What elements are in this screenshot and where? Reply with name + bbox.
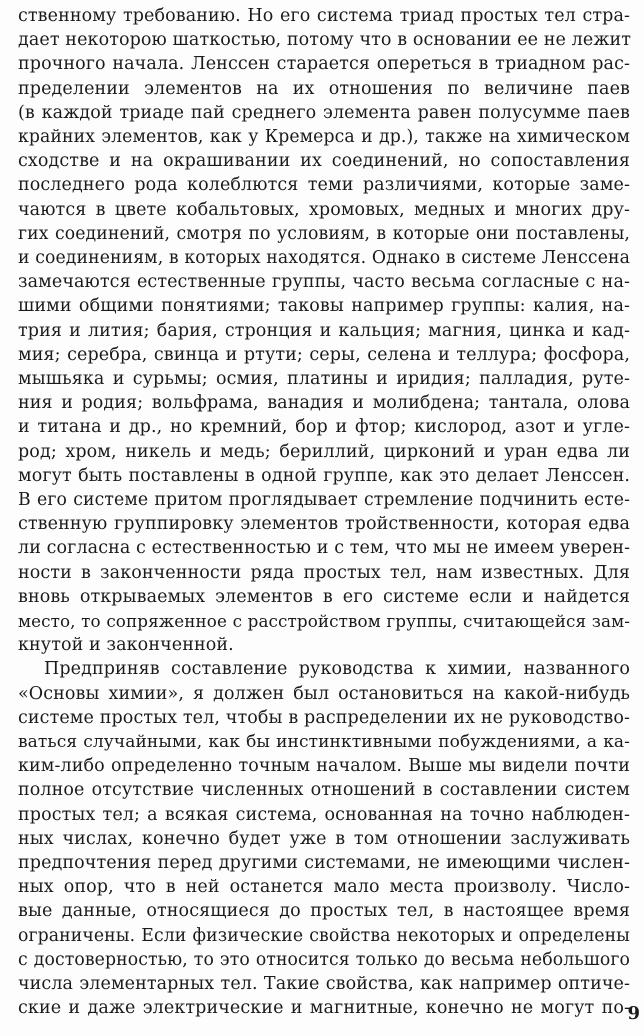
text-line: замечаются естественные группы, часто весьма согласные с на-	[18, 272, 630, 293]
text-line: сходстве и на окрашивании их соединений, но сопоставления	[18, 151, 630, 172]
text-line: кнутой и законченной.	[18, 635, 234, 656]
text-line: трия и лития; бария, стронция и кальция; магния, цинка и кад-	[18, 320, 630, 341]
text-line: ственную группировку элементов тройственности, которая едва	[18, 514, 630, 535]
text-line: дает некоторою шаткостью, потому что в основании ее не лежит	[18, 30, 632, 51]
text-line: и соединениям, в которых находятся. Однако в системе Ленссена	[18, 248, 630, 268]
text-line: Предприняв составление руководства к химии, названного	[44, 659, 630, 680]
text-line: род; хром, никель и медь; бериллий, цирконий и уран едва ли	[18, 441, 630, 462]
text-line: ственному требованию. Но его система триад простых тел стра-	[18, 6, 630, 26]
text-line: прочного начала. Ленссен старается опереться в триадном рас-	[18, 54, 630, 75]
text-line: шими общими понятиями; таковы например группы: калия, на-	[18, 296, 630, 317]
text-line: последнего рода колеблются теми различиями, которые заме-	[18, 175, 630, 196]
text-line: ния и родия; вольфрама, ванадия и молибдена; тантала, олова	[18, 393, 630, 414]
text-line: ных числах, конечно будет уже в том отношении заслуживать	[18, 828, 630, 849]
text-line: мышьяка и сурьмы; осмия, платины и иридия; палладия, руте-	[18, 369, 630, 389]
page-number: 9	[627, 1003, 640, 1024]
text-line: ские и даже электрические и магнитные, конечно не могут по-	[18, 998, 630, 1019]
text-line: с достоверностью, то это относится только до весьма небольшого	[18, 949, 630, 970]
text-line: ограничены. Если физические свойства некоторых и определены	[18, 925, 630, 946]
text-line: полное отсутствие численных отношений в составлении систем	[18, 780, 630, 801]
text-line: «Основы химии», я должен был остановиться на какой-нибудь	[18, 683, 630, 704]
text-line: В его системе притом проглядывает стремление подчинить есте-	[18, 490, 630, 510]
text-line: чаются в цвете кобальтовых, хромовых, медных и многих дру-	[18, 199, 630, 220]
text-line: предпочтения перед другими системами, не имеющими числен-	[18, 853, 630, 873]
text-line: гих соединений, смотря по условиям, в которые они поставлены,	[18, 223, 630, 244]
text-line: системе простых тел, чтобы в распределении их не руководство-	[18, 707, 630, 728]
text-line: могут быть поставлены в одной группе, как это делает Ленссен.	[18, 465, 630, 486]
text-line: вновь открываемых элементов в его системе если и найдется	[18, 586, 630, 607]
text-line: пределении элементов на их отношения по величине паев	[18, 78, 630, 99]
text-line: простых тел; а всякая система, основанная на точно наблюден-	[18, 804, 630, 825]
text-line: ли согласна с естественностью и с тем, что мы не имеем уверен-	[18, 538, 631, 559]
text-line: и титана и др., но кремний, бор и фтор; кислород, азот и угле-	[18, 417, 630, 438]
text-line: место, то сопряженное с расстройством группы, считающейся зам-	[18, 611, 630, 631]
text-line: мия; серебра, свинца и ртути; серы, селена и теллура; фосфора,	[18, 344, 630, 365]
text-line: (в каждой триаде пай среднего элемента равен полусумме паев	[18, 102, 630, 123]
text-line: ности в законченности ряда простых тел, нам известных. Для	[18, 562, 630, 583]
text-line: ваться случайными, как бы инстинктивными побуждениями, а ка-	[18, 732, 630, 752]
text-line: числа элементарных тел. Такие свойства, как например оптиче-	[18, 974, 630, 994]
text-line: ким-либо определенно точным началом. Выше мы видели почти	[18, 756, 630, 777]
text-line: крайних элементов, как у Кремерса и др.), также на химическом	[18, 127, 630, 147]
text-line: ных опор, что в ней останется мало места произволу. Число-	[18, 877, 630, 898]
text-line: вые данные, относящиеся до простых тел, в настоящее время	[18, 901, 630, 922]
